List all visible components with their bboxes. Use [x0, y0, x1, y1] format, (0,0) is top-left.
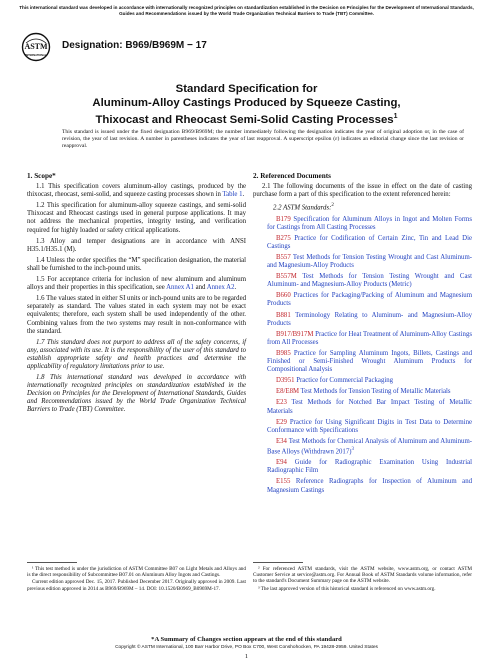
reference-title: Reference Radiographs for Inspection of Aluminum and Magnesium Castings — [267, 478, 472, 494]
footnote-2: ² For referenced ASTM standards, visit the ASTM website, www.astm.org, or contact ASTM Customer Service at service@astm.org. For Annual Book of ASTM Standards volume information, refer to the standard's Document Summary page on the ASTM website. — [253, 566, 472, 585]
reference-item[interactable] — [253, 419, 472, 435]
reference-code[interactable]: B660 — [276, 292, 291, 300]
scope-1-5: 1.5 For acceptance criteria for inclusion of new aluminum and aluminum alloys and their properties in this specification, see Annex A1 and Annex A2. — [27, 276, 246, 292]
reference-item[interactable] — [253, 459, 472, 475]
reference-code[interactable]: B985 — [276, 349, 291, 357]
reference-code[interactable]: B557M — [276, 273, 297, 281]
scope-1-2: 1.2 This specification for aluminum-alloy squeeze castings, and semi-solid Thixocast and Rheocast castings used in general purpose applications. It may not address the mechanical properties, integrity testing, and verification required for highly loaded or safety critical applications. — [27, 202, 246, 234]
document-title — [20, 82, 473, 127]
reference-code[interactable]: B275 — [276, 234, 291, 242]
reference-code[interactable]: B557 — [276, 254, 291, 262]
svg-text:INTERNATIONAL: INTERNATIONAL — [25, 54, 47, 57]
footnote-1: ¹ This test method is under the jurisdiction of ASTM Committee B07 on Light Metals and Alloys and is the direct responsibility of Subcommittee B07.01 on Aluminum Alloy Ingots and Castings. — [27, 566, 246, 579]
footnote-rule-right — [253, 562, 303, 563]
reference-title: Practices for Packaging/Packing of Aluminum and Magnesium Products — [267, 292, 472, 308]
reference-item[interactable] — [253, 312, 472, 328]
standard-note: This standard is issued under the fixed designation B969/B969M; the number immediately following the designation indicates the year of original adoption or, in the case of revision, the year of last revision. A number in parentheses indicates the year of last reapproval. A superscript epsilon (ε) indicates an editorial change since the last revision or reapproval. — [62, 129, 464, 149]
reference-code[interactable]: E23 — [276, 399, 287, 407]
reference-title: Test Methods for Tension Testing Wrought and Cast Aluminum- and Magnesium-Alloy Products (Metric) — [267, 273, 472, 289]
references-intro: 2.1 The following documents of the issue in effect on the date of casting purchase form a part of this specification to the extent referenced herein: — [253, 183, 472, 199]
reference-code[interactable]: B917/B917M — [276, 330, 314, 338]
title-line-2: Aluminum-Alloy Castings Produced by Squeeze Casting, — [92, 97, 401, 109]
reference-item[interactable] — [253, 292, 472, 308]
reference-list — [253, 216, 472, 495]
reference-item[interactable] — [253, 399, 472, 415]
reference-item[interactable] — [253, 273, 472, 289]
reference-code[interactable]: E8/E8M — [276, 388, 300, 396]
reference-title: Practice for Heat Treatment of Aluminum-Alloy Castings from All Processes — [267, 330, 472, 346]
scope-1-7: 1.7 This standard does not purport to address all of the safety concerns, if any, associated with its use. It is the responsibility of the user of this standard to establish appropriate safety and health practices and determine the applicability of regulatory limitations prior to use. — [27, 338, 246, 370]
reference-title: Terminology Relating to Aluminum- and Magnesium-Alloy Products — [267, 311, 472, 327]
reference-title: Specification for Aluminum Alloys in Ingot and Molten Forms for Castings from All Casting Processes — [267, 215, 472, 231]
reference-code[interactable]: B881 — [276, 311, 291, 319]
tbt-notice: This international standard was developed in accordance with internationally recognized principles on standardization established in the Decision on Principles for the Development of International Standards, Guides and Recommendations issued by the World Trade Organization Technical Barriers to Trade (TBT) Committee. — [19, 5, 474, 16]
references-column — [253, 172, 472, 498]
reference-item[interactable] — [253, 254, 472, 270]
footnote-rule-left — [27, 562, 77, 563]
reference-title: Practice for Codification of Certain Zinc, Tin and Lead Die Castings — [267, 234, 472, 250]
designation: Designation: B969/B969M − 17 — [62, 40, 207, 51]
reference-item[interactable] — [253, 377, 472, 385]
reference-code[interactable]: E94 — [276, 459, 287, 467]
footnotes-left — [27, 566, 246, 593]
reference-title: Practice for Commercial Packaging — [294, 377, 394, 385]
reference-title: Guide for Radiographic Examination Using Industrial Radiographic Film — [267, 459, 472, 475]
footnote-3: ³ The last approved version of this historical standard is referenced on www.astm.org. — [258, 585, 436, 592]
reference-title: Test Methods for Tension Testing Wrought and Cast Aluminum- and Magnesium-Alloy Products — [267, 254, 472, 270]
reference-code[interactable]: D3951 — [276, 377, 295, 385]
reference-item[interactable] — [253, 350, 472, 374]
reference-item[interactable] — [253, 331, 472, 347]
title-line-1: Standard Specification for — [175, 83, 318, 95]
footnote-1-edition: Current edition approved Dec. 15, 2017. Published December 2017. Originally approved in 2009. Last previous edition approved in 2014 as B969/B969M – 14. DOI: 10.1520/B0969_B0969M-17. — [27, 579, 246, 592]
scope-1-3: 1.3 Alloy and temper designations are in accordance with ANSI H35.1/H35.1 (M). — [27, 237, 246, 253]
table-1-link[interactable]: Table 1 — [222, 191, 243, 199]
svg-text:ASTM: ASTM — [24, 42, 48, 51]
reference-code[interactable]: E34 — [276, 437, 287, 445]
reference-title: Test Methods for Notched Bar Impact Testing of Metallic Materials — [267, 399, 472, 415]
reference-item[interactable] — [253, 438, 472, 456]
astm-logo — [21, 32, 51, 62]
references-heading: 2. Referenced Documents — [253, 172, 331, 180]
reference-title: Test Methods for Chemical Analysis of Aluminum and Aluminum-Base Alloys (Withdrawn 2017) — [267, 437, 472, 456]
astm-standards-subheading: 2.2 ASTM Standards:$^2$ — [273, 203, 334, 212]
page-number: 1 — [244, 653, 249, 660]
reference-code[interactable]: E155 — [276, 478, 291, 486]
reference-item[interactable] — [253, 235, 472, 251]
annex-a1-link[interactable]: Annex A1 — [166, 284, 194, 292]
footnotes-right — [253, 566, 472, 593]
scope-1-1: 1.1 This specification covers aluminum-alloy castings, produced by the thixocast, rheocast, semi-solid, and squeeze casting processes shown in Table 1. — [27, 183, 246, 199]
reference-title: Test Methods for Tension Testing of Metallic Materials — [299, 388, 451, 396]
scope-column — [27, 172, 246, 418]
title-line-3: Thixocast and Rheocast Semi-Solid Casting Processes$^1$ — [95, 113, 398, 126]
reference-title: Practice for Using Significant Digits in Test Data to Determine Conformance with Specifications — [267, 418, 472, 434]
summary-notice: *A Summary of Changes section appears at the end of this standard — [151, 636, 342, 643]
copyright-line: Copyright © ASTM International, 100 Barr Harbor Drive, PO Box C700, West Conshohocken, PA 19428-2959. United States — [115, 645, 378, 650]
reference-footnote-marker: 3 — [351, 446, 354, 452]
scope-heading: 1. Scope* — [27, 172, 56, 180]
reference-item[interactable] — [253, 478, 472, 494]
reference-item[interactable] — [253, 388, 472, 396]
scope-1-6: 1.6 The values stated in either SI units or inch-pound units are to be regarded separately as standard. The values stated in each system may not be exact equivalents; therefore, each system shall be used independently of the other. Combining values from the two systems may result in non-conformance with the standard. — [27, 295, 246, 335]
reference-item[interactable] — [253, 216, 472, 232]
reference-title: Practice for Sampling Aluminum Ingots, Billets, Castings and Finished or Semi-Finished Wrought Aluminum Products for Compositional Analysis — [267, 349, 472, 374]
annex-a2-link[interactable]: Annex A2 — [206, 284, 235, 292]
reference-code[interactable]: E29 — [276, 418, 287, 426]
scope-1-4: 1.4 Unless the order specifies the “M” specification designation, the material shall be furnished to the inch-pound units. — [27, 256, 246, 272]
scope-1-8: 1.8 This international standard was developed in accordance with internationally recognized principles on standardization established in the Decision on Principles for the Development of International Standards, Guides and Recommendations issued by the World Trade Organization Technical Barriers to Trade (TBT) Committee. — [27, 374, 246, 414]
reference-code[interactable]: B179 — [276, 215, 291, 223]
